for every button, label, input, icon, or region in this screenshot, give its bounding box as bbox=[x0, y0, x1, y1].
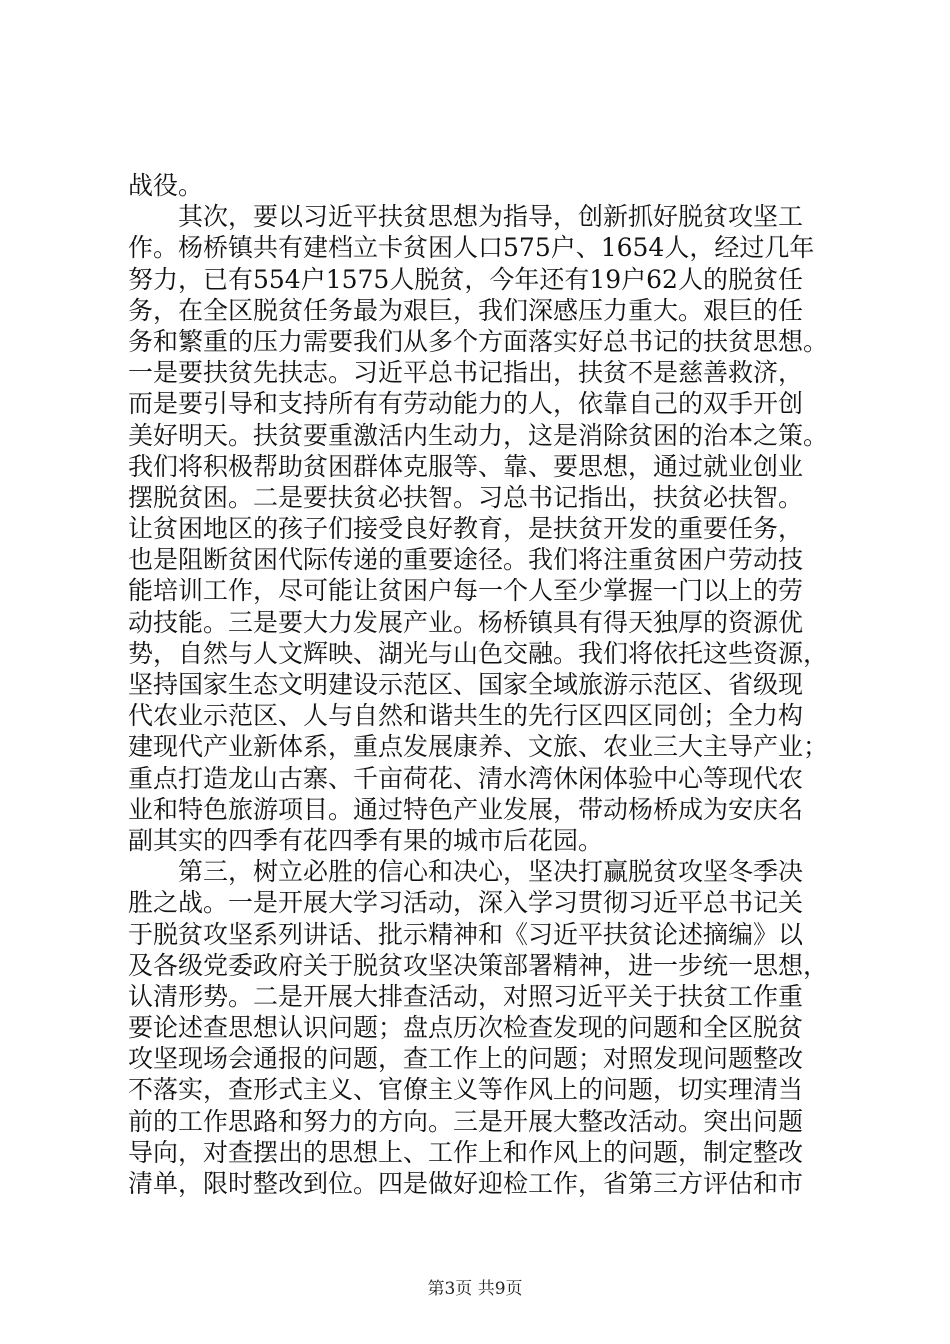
text-line: 业和特色旅游项目。通过特色产业发展，带动杨桥成为安庆名 bbox=[128, 794, 804, 824]
text-line: 一是要扶贫先扶志。习近平总书记指出，扶贫不是慈善救济， bbox=[128, 358, 804, 388]
text-line: 清单，限时整改到位。四是做好迎检工作，省第三方评估和市 bbox=[128, 1169, 804, 1198]
text-line: 胜之战。一是开展大学习活动，深入学习贯彻习近平总书记关 bbox=[128, 888, 804, 918]
text-line: 不落实，查形式主义、官僚主义等作风上的问题，切实理清当 bbox=[128, 1075, 804, 1105]
text-line: 建现代产业新体系，重点发展康养、文旅、农业三大主导产业； bbox=[128, 732, 829, 762]
text-line: 代农业示范区、人与自然和谐共生的先行区四区同创；全力构 bbox=[128, 701, 804, 731]
text-line: 重点打造龙山古寨、千亩荷花、清水湾休闲体验中心等现代农 bbox=[128, 763, 804, 793]
text-line: 务和繁重的压力需要我们从多个方面落实好总书记的扶贫思想。 bbox=[128, 326, 829, 356]
text-line: 认清形势。二是开展大排查活动，对照习近平关于扶贫工作重 bbox=[128, 981, 804, 1011]
text-line: 务，在全区脱贫任务最为艰巨，我们深感压力重大。艰巨的任 bbox=[128, 295, 804, 325]
text-line: 要论述查思想认识问题；盘点历次检查发现的问题和全区脱贫 bbox=[128, 1013, 804, 1043]
text-line: 及各级党委政府关于脱贫攻坚决策部署精神，进一步统一思想， bbox=[128, 950, 829, 980]
text-line: 努力，已有554户1575人脱贫，今年还有19户62人的脱贫任 bbox=[128, 264, 803, 294]
text-line: 让贫困地区的孩子们接受良好教育，是扶贫开发的重要任务， bbox=[128, 514, 804, 544]
text-line: 攻坚现场会通报的问题，查工作上的问题；对照发现问题整改 bbox=[128, 1044, 804, 1074]
paragraph-first-line: 其次，要以习近平扶贫思想为指导，创新抓好脱贫攻坚工 bbox=[178, 202, 804, 232]
text-line: 于脱贫攻坚系列讲话、批示精神和《习近平扶贫论述摘编》以 bbox=[128, 919, 804, 949]
text-line: 美好明天。扶贫要重激活内生动力，这是消除贫困的治本之策。 bbox=[128, 420, 829, 450]
page-number: 第3页 共9页 bbox=[427, 1279, 523, 1299]
text-line: 坚持国家生态文明建设示范区、国家全域旅游示范区、省级现 bbox=[128, 670, 804, 699]
document-body bbox=[128, 170, 828, 1199]
text-line: 作。杨桥镇共有建档立卡贫困人口575户、1654人，经过几年 bbox=[128, 233, 815, 263]
text-line: 导向，对查摆出的思想上、工作上和作风上的问题，制定整改 bbox=[128, 1137, 804, 1167]
text-line: 摆脱贫困。二是要扶贫必扶智。习总书记指出，扶贫必扶智。 bbox=[128, 482, 804, 512]
text-line: 也是阻断贫困代际传递的重要途径。我们将注重贫困户劳动技 bbox=[128, 545, 804, 575]
text-line: 副其实的四季有花四季有果的城市后花园。 bbox=[128, 825, 604, 855]
text-line: 前的工作思路和努力的方向。三是开展大整改活动。突出问题 bbox=[128, 1106, 804, 1136]
text-line: 而是要引导和支持所有有劳动能力的人，依靠自己的双手开创 bbox=[128, 389, 804, 419]
text-line: 战役。 bbox=[128, 171, 204, 200]
text-line: 能培训工作，尽可能让贫困户每一个人至少掌握一门以上的劳 bbox=[128, 576, 804, 606]
text-line: 势，自然与人文辉映、湖光与山色交融。我们将依托这些资源， bbox=[128, 638, 829, 668]
text-line: 我们将积极帮助贫困群体克服等、靠、要思想，通过就业创业 bbox=[128, 451, 804, 481]
paragraph-first-line: 第三，树立必胜的信心和决心，坚决打赢脱贫攻坚冬季决 bbox=[178, 857, 804, 887]
text-line: 动技能。三是要大力发展产业。杨桥镇具有得天独厚的资源优 bbox=[128, 607, 804, 637]
